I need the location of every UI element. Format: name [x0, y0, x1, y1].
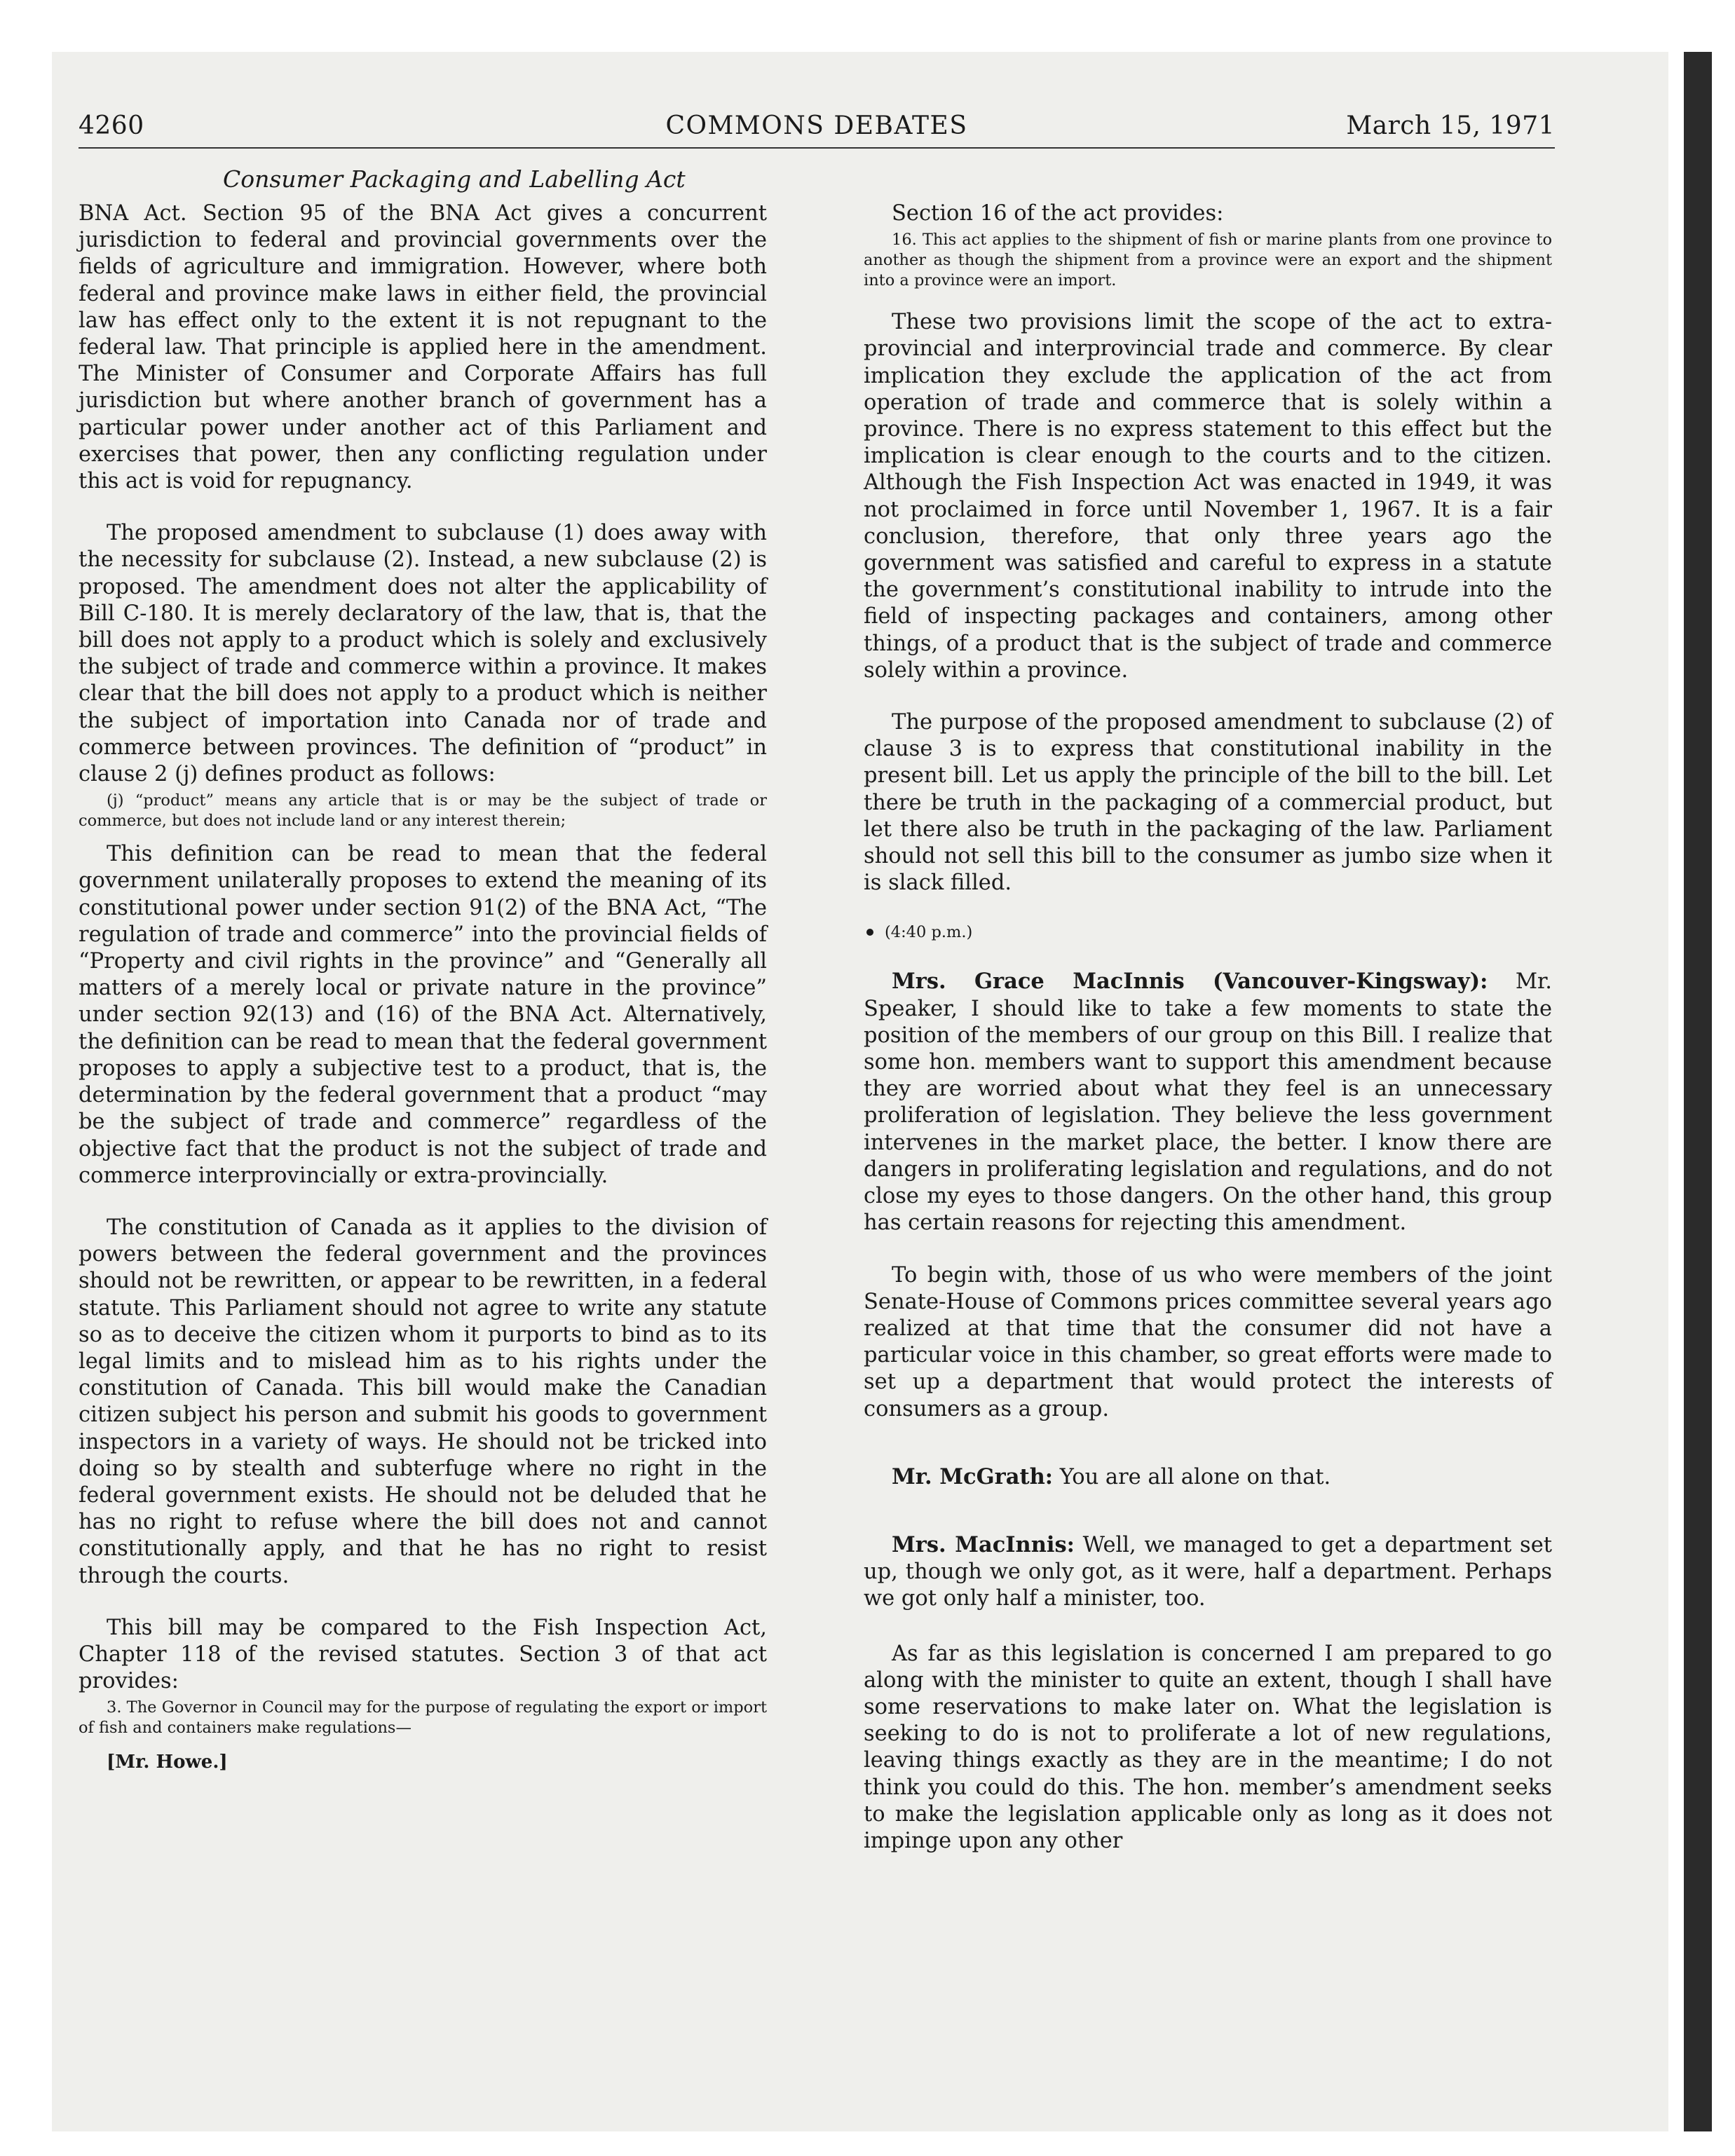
paragraph: The purpose of the proposed amendment to subclause (2) of clause 3 is to express that constitutional inability in the present bill. Let us apply the principle of the bill to the bill. Let there be truth in the packaging of a commercial product, but let there also be truth in the packaging of the law. Parliament should not sell this bill to the consumer as jumbo size when it is slack filled.	[864, 710, 1552, 896]
bullet-icon	[866, 929, 873, 936]
block-quote: 3. The Governor in Council may for the purpose of regulating the export or import of fish and containers make regulations—	[79, 1698, 767, 1738]
speaker-name: Mrs. Grace MacInnis (Vancouver-Kingsway):	[892, 969, 1488, 995]
speech-paragraph	[864, 1464, 1552, 1491]
paragraph: This bill may be compared to the Fish Inspection Act, Chapter 118 of the revised statutes. Section 3 of that act provides:	[79, 1615, 767, 1694]
scan-edge-shadow	[1684, 52, 1712, 2131]
paragraph: The constitution of Canada as it applies to the division of powers between the federal government and the provinces should not be rewritten, or appear to be rewritten, in a federal statute. This Parliament should not agree to write any statute so as to deceive the citizen whom it purports to bind as to its legal limits and to mislead him as to his rights under the constitution of Canada. This bill would make the Canadian citizen subject his person and submit his goods to government inspectors in a variety of ways. He should not be tricked into doing so by stealth and subterfuge where no right in the federal government exists. He should not be deluded that he has no right to refuse where the bill does not and cannot constitutionally apply, and that he has no right to resist through the courts.	[79, 1215, 767, 1588]
speech-text: You are all alone on that.	[1059, 1464, 1331, 1489]
right-column	[864, 200, 1552, 1855]
time-stamp	[864, 922, 1552, 943]
publication-date: March 15, 1971	[1346, 111, 1555, 140]
speaker-attribution	[79, 1749, 767, 1775]
speech-paragraph	[864, 1531, 1552, 1613]
block-quote: 16. This act applies to the shipment of fish or marine plants from one province to another as though the shipment from a province were an export and the shipment into a province were an import.	[864, 231, 1552, 290]
page-number: 4260	[79, 111, 144, 140]
speech-text: Well, we managed to get a department set up, though we only got, as it were, half a department. Perhaps we got only half a minister, too.	[864, 1532, 1552, 1611]
paragraph: To begin with, those of us who were members of the joint Senate-House of Commons prices committee several years ago realized at that time that the consumer did not have a particular voice in this chamber, so great efforts were made to set up a department that would protect the interests of consumers as a group.	[864, 1262, 1552, 1421]
speaker-name: Mrs. MacInnis:	[892, 1531, 1075, 1557]
speaker-name: Mr. McGrath:	[892, 1464, 1054, 1489]
paragraph: These two provisions limit the scope of the act to extra-provincial and interprovincial trade and commerce. By clear implication they exclude the application of the act from operation of trade and commerce that is solely within a province. There is no express statement to this effect but the implication is clear enough to the courts and to the citizen. Although the Fish Inspection Act was enacted in 1949, it was not proclaimed in force until November 1, 1967. It is a fair conclusion, therefore, that only three years ago the government was satisfied and careful to express in a statute the government’s constitutional inability to intrude into the field of inspecting packages and containers, among other things, of a product that is the subject of trade and commerce solely within a province.	[864, 310, 1552, 683]
paragraph: As far as this legislation is concerned I am prepared to go along with the minister to quite an extent, though I shall have some reservations to make later on. What the legislation is seeking to do is not to proliferate a lot of new regulations, leaving things exactly as they are in the meantime; I do not think you could do this. The hon. member’s amendment seeks to make the legislation applicable only as long as it does not impinge upon any other	[864, 1641, 1552, 1853]
publication-title: COMMONS DEBATES	[665, 111, 968, 140]
running-title: Consumer Packaging and Labelling Act	[223, 165, 686, 193]
paragraph: The proposed amendment to subclause (1) does away with the necessity for subclause (2). Instead, a new subclause (2) is proposed. The amendment does not alter the applicability of Bill C-180. It is merely declaratory of the law, that is, that the bill does not apply to a product which is solely and exclusively the subject of trade and commerce within a province. It makes clear that the bill does not apply to a product which is neither the subject of importation into Canada nor of trade and commerce between provinces. The definition of “product” in clause 2 (j) defines product as follows:	[79, 521, 767, 787]
speech-text: Mr. Speaker, I should like to take a few moments to state the position of the members of our group on this Bill. I realize that some hon. members want to support this amendment because they are worried about what they feel is an unnecessary proliferation of legislation. They believe the less government intervenes in the market place, the better. I know there are dangers in proliferating legislation and regulations, and do not close my eyes to those dangers. On the other hand, this group has certain reasons for rejecting this amendment.	[864, 969, 1552, 1236]
time-stamp-text: (4:40 p.m.)	[885, 923, 973, 942]
attribution-text: [Mr. Howe.]	[107, 1752, 228, 1773]
paragraph: This definition can be read to mean that the federal government unilaterally proposes to extend the meaning of its constitutional power under section 91(2) of the BNA Act, “The regulation of trade and commerce” into the provincial fields of “Property and civil rights in the province” and “Generally all matters of a merely local or private nature in the province” under section 92(13) and (16) of the BNA Act. Alternatively, the definition can be read to mean that the federal government proposes to apply a subjective test to a product, that is, the determination by the federal government that a product “may be the subject of trade and commerce” regardless of the objective fact that the product is not the subject of trade and commerce interprovincially or extra-provincially.	[79, 842, 767, 1188]
left-column	[79, 200, 767, 1775]
block-quote: (j) “product” means any article that is or may be the subject of trade or commerce, but does not include land or any interest therein;	[79, 791, 767, 831]
paragraph: BNA Act. Section 95 of the BNA Act gives a concurrent jurisdiction to federal and provincial governments over the fields of agriculture and immigration. However, where both federal and province make laws in either field, the provincial law has effect only to the extent it is not repugnant to the federal law. That principle is applied here in the amendment. The Minister of Consumer and Corporate Affairs has full jurisdiction but where another branch of government has a particular power under another act of this Parliament and exercises that power, then any conflicting regulation under this act is void for repugnancy.	[79, 201, 767, 494]
speech-paragraph	[864, 968, 1552, 1236]
paragraph: Section 16 of the act provides:	[892, 201, 1224, 226]
page-header	[79, 105, 1555, 149]
